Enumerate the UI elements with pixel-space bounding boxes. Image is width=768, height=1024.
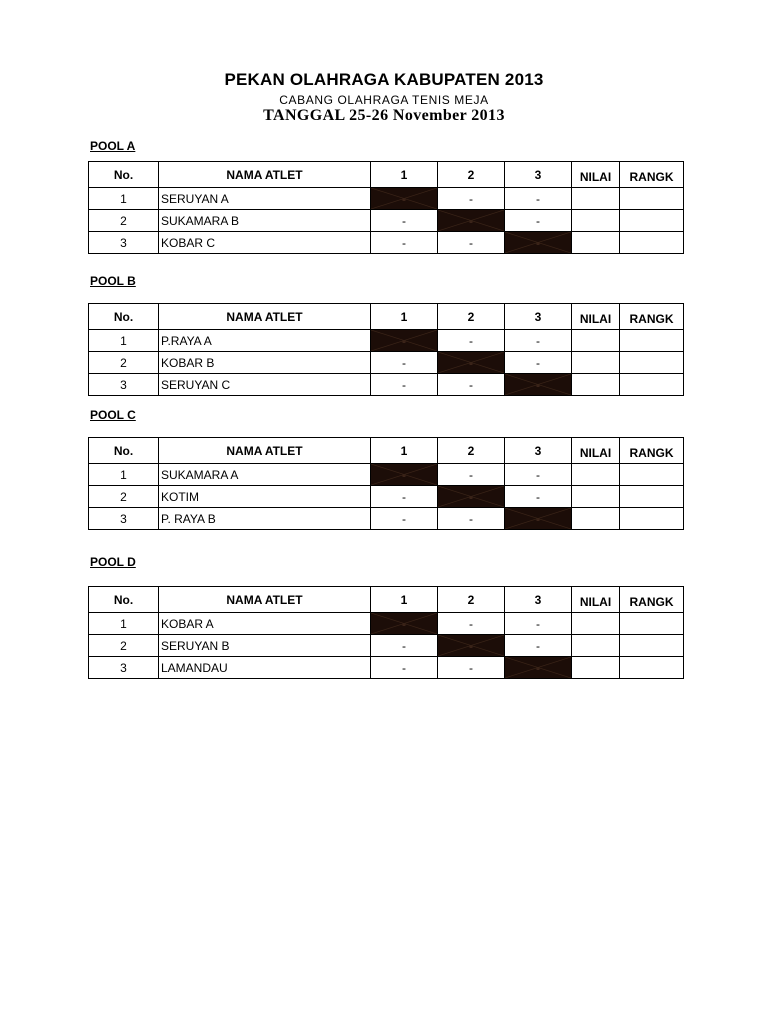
row-col3: - bbox=[505, 352, 572, 374]
header-rangk: RANGK bbox=[620, 162, 684, 188]
table-header-row bbox=[89, 304, 684, 330]
row-col3: - bbox=[505, 188, 572, 210]
row-name bbox=[159, 657, 371, 679]
row-nilai bbox=[572, 188, 620, 210]
blocked-cell bbox=[505, 657, 572, 679]
row-col2: - bbox=[438, 657, 505, 679]
row-rangk bbox=[620, 232, 684, 254]
document-title: PEKAN OLAHRAGA KABUPATEN 2013 bbox=[224, 70, 544, 89]
table-row bbox=[89, 464, 684, 486]
row-name bbox=[159, 635, 371, 657]
row-col2: - bbox=[469, 489, 473, 504]
table-row bbox=[89, 486, 684, 508]
row-nilai bbox=[572, 613, 620, 635]
header-no: No. bbox=[89, 587, 159, 613]
row-rangk bbox=[620, 508, 684, 530]
row-name bbox=[159, 486, 371, 508]
blocked-cell bbox=[438, 352, 505, 374]
blocked-cell bbox=[505, 508, 572, 530]
header-name: NAMA ATLET bbox=[159, 162, 371, 188]
pool-a-table bbox=[88, 161, 684, 254]
header-no: No. bbox=[89, 438, 159, 464]
row-col3: - bbox=[536, 377, 540, 392]
pool-b-table bbox=[88, 303, 684, 396]
header-col2: 2 bbox=[438, 587, 505, 613]
row-col1: - bbox=[371, 352, 438, 374]
row-name bbox=[159, 188, 371, 210]
pool-c-table bbox=[88, 437, 684, 530]
header-nilai: NILAI bbox=[572, 304, 620, 330]
row-col1: - bbox=[371, 210, 438, 232]
row-nilai bbox=[572, 374, 620, 396]
row-rangk bbox=[620, 657, 684, 679]
row-col3: - bbox=[505, 613, 572, 635]
row-col1: - bbox=[371, 657, 438, 679]
header-name: NAMA ATLET bbox=[159, 587, 371, 613]
row-col1: - bbox=[371, 508, 438, 530]
header-rangk: RANGK bbox=[620, 304, 684, 330]
row-col1: - bbox=[402, 333, 406, 348]
row-col3: - bbox=[505, 486, 572, 508]
blocked-cell bbox=[505, 374, 572, 396]
header-col3: 3 bbox=[505, 587, 572, 613]
document-subtitle: CABANG OLAHRAGA TENIS MEJA bbox=[279, 93, 489, 107]
table-header-row bbox=[89, 587, 684, 613]
row-nilai bbox=[572, 232, 620, 254]
row-no: 1 bbox=[89, 613, 159, 635]
row-col3: - bbox=[536, 660, 540, 675]
row-col2: - bbox=[469, 213, 473, 228]
blocked-cell bbox=[371, 464, 438, 486]
table-row bbox=[89, 188, 684, 210]
row-name bbox=[159, 330, 371, 352]
row-col2: - bbox=[438, 232, 505, 254]
row-no: 1 bbox=[89, 330, 159, 352]
table-header-row bbox=[89, 438, 684, 464]
pool-d-table bbox=[88, 586, 684, 679]
row-no: 3 bbox=[89, 508, 159, 530]
row-col3: - bbox=[505, 330, 572, 352]
header-no: No. bbox=[89, 162, 159, 188]
row-nilai bbox=[572, 464, 620, 486]
row-col2: - bbox=[438, 330, 505, 352]
row-rangk bbox=[620, 188, 684, 210]
blocked-cell bbox=[371, 613, 438, 635]
header-col3: 3 bbox=[505, 162, 572, 188]
pool-a-label: POOL A bbox=[90, 139, 136, 153]
table-row bbox=[89, 330, 684, 352]
row-rangk bbox=[620, 330, 684, 352]
table-row bbox=[89, 613, 684, 635]
header-col2: 2 bbox=[438, 162, 505, 188]
header-col2: 2 bbox=[438, 304, 505, 330]
row-col1: - bbox=[371, 635, 438, 657]
blocked-cell bbox=[371, 188, 438, 210]
header-col1: 1 bbox=[371, 438, 438, 464]
row-nilai bbox=[572, 486, 620, 508]
row-col2: - bbox=[438, 374, 505, 396]
row-no: 1 bbox=[89, 464, 159, 486]
document-date: TANGGAL 25-26 November 2013 bbox=[263, 107, 505, 124]
row-col1: - bbox=[371, 232, 438, 254]
athlete-name: SUKAMARA B bbox=[161, 213, 240, 228]
table-row bbox=[89, 232, 684, 254]
row-no: 3 bbox=[89, 374, 159, 396]
row-rangk bbox=[620, 486, 684, 508]
row-nilai bbox=[572, 330, 620, 352]
header-rangk: RANGK bbox=[620, 438, 684, 464]
athlete-name: KOBAR C bbox=[161, 235, 216, 250]
row-col2: - bbox=[438, 613, 505, 635]
row-name bbox=[159, 210, 371, 232]
row-col2: - bbox=[438, 464, 505, 486]
row-col2: - bbox=[438, 188, 505, 210]
athlete-name: P.RAYA A bbox=[161, 333, 212, 348]
header-nilai: NILAI bbox=[572, 438, 620, 464]
table-header-row bbox=[89, 162, 684, 188]
blocked-cell bbox=[438, 210, 505, 232]
row-rangk bbox=[620, 210, 684, 232]
header-rangk: RANGK bbox=[620, 587, 684, 613]
pool-d-label: POOL D bbox=[90, 555, 136, 569]
row-col3: - bbox=[536, 235, 540, 250]
athlete-name: LAMANDAU bbox=[161, 660, 228, 675]
header-col1: 1 bbox=[371, 587, 438, 613]
row-col1: - bbox=[402, 191, 406, 206]
row-name bbox=[159, 374, 371, 396]
blocked-cell bbox=[438, 486, 505, 508]
header-nilai: NILAI bbox=[572, 162, 620, 188]
athlete-name: SERUYAN A bbox=[161, 191, 229, 206]
row-rangk bbox=[620, 464, 684, 486]
athlete-name: KOBAR A bbox=[161, 616, 214, 631]
row-no: 2 bbox=[89, 352, 159, 374]
athlete-name: SUKAMARA A bbox=[161, 467, 239, 482]
pool-b-label: POOL B bbox=[90, 274, 136, 288]
table-row bbox=[89, 508, 684, 530]
table-row bbox=[89, 210, 684, 232]
header-col3: 3 bbox=[505, 304, 572, 330]
row-no: 2 bbox=[89, 486, 159, 508]
row-col1: - bbox=[402, 467, 406, 482]
row-rangk bbox=[620, 374, 684, 396]
row-nilai bbox=[572, 635, 620, 657]
blocked-cell bbox=[371, 330, 438, 352]
athlete-name: P. RAYA B bbox=[161, 511, 216, 526]
header-col1: 1 bbox=[371, 162, 438, 188]
row-col2: - bbox=[469, 638, 473, 653]
athlete-name: KOTIM bbox=[161, 489, 199, 504]
athlete-name: SERUYAN B bbox=[161, 638, 230, 653]
table-row bbox=[89, 635, 684, 657]
row-rangk bbox=[620, 352, 684, 374]
blocked-cell bbox=[438, 635, 505, 657]
header-name: NAMA ATLET bbox=[159, 304, 371, 330]
header-nilai: NILAI bbox=[572, 587, 620, 613]
row-no: 3 bbox=[89, 232, 159, 254]
row-name bbox=[159, 613, 371, 635]
header-name: NAMA ATLET bbox=[159, 438, 371, 464]
pool-c-label: POOL C bbox=[90, 408, 136, 422]
header-col2: 2 bbox=[438, 438, 505, 464]
row-col1: - bbox=[371, 374, 438, 396]
row-col3: - bbox=[536, 511, 540, 526]
row-col3: - bbox=[505, 464, 572, 486]
row-rangk bbox=[620, 613, 684, 635]
header-col3: 3 bbox=[505, 438, 572, 464]
row-name bbox=[159, 232, 371, 254]
row-name bbox=[159, 464, 371, 486]
row-name bbox=[159, 352, 371, 374]
table-row bbox=[89, 352, 684, 374]
athlete-name: KOBAR B bbox=[161, 355, 215, 370]
table-row bbox=[89, 374, 684, 396]
row-no: 1 bbox=[89, 188, 159, 210]
row-col3: - bbox=[505, 210, 572, 232]
row-col3: - bbox=[505, 635, 572, 657]
row-nilai bbox=[572, 352, 620, 374]
row-no: 3 bbox=[89, 657, 159, 679]
row-no: 2 bbox=[89, 635, 159, 657]
header-no: No. bbox=[89, 304, 159, 330]
row-no: 2 bbox=[89, 210, 159, 232]
row-rangk bbox=[620, 635, 684, 657]
header-col1: 1 bbox=[371, 304, 438, 330]
row-col1: - bbox=[371, 486, 438, 508]
row-col2: - bbox=[469, 355, 473, 370]
row-nilai bbox=[572, 508, 620, 530]
blocked-cell bbox=[505, 232, 572, 254]
row-nilai bbox=[572, 657, 620, 679]
row-nilai bbox=[572, 210, 620, 232]
row-col2: - bbox=[438, 508, 505, 530]
row-name bbox=[159, 508, 371, 530]
table-row bbox=[89, 657, 684, 679]
athlete-name: SERUYAN C bbox=[161, 377, 231, 392]
row-col1: - bbox=[402, 616, 406, 631]
